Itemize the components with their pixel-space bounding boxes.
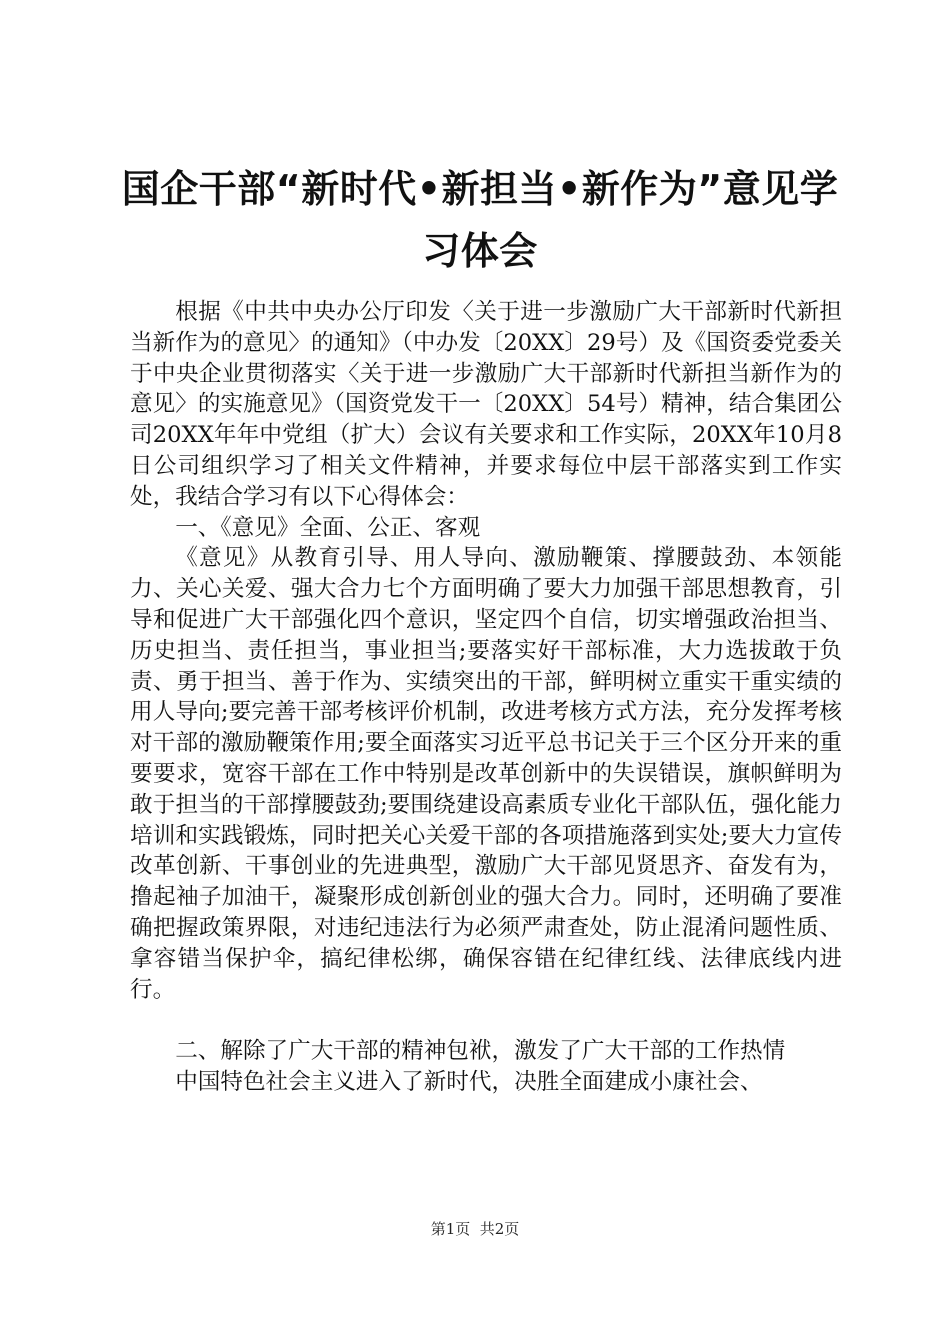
paragraph-section-2: 中国特色社会主义进入了新时代，决胜全面建成小康社会、 <box>175 1068 763 1095</box>
page-number: 第1页 共2页 <box>430 1220 520 1238</box>
page-footer <box>0 1218 950 1239</box>
paragraph-section-1: 《意见》从教育引导、用人导向、激励鞭策、撑腰鼓劲、本领能力、关心关爱、强大合力七个方面明确了要大力加强干部思想教育，引导和促进广大干部强化四个意识，坚定四个自信，切实增强政治担当、历史担当、责任担当，事业担当;要落实好干部标准，大力选拔敢于负责、勇于担当、善于作为、实绩突出的干部，鲜明树立重实干重实绩的用人导向;要完善干部考核评价机制，改进考核方式方法，充分发挥考核对干部的激励鞭策作用;要全面落实习近平总书记关于三个区分开来的重要要求，宽容干部在工作中特别是改革创新中的失误错误，旗帜鲜明为敢于担当的干部撑腰鼓劲;要围绕建设高素质专业化干部队伍，强化能力培训和实践锻炼，同时把关心关爱干部的各项措施落到实处;要大力宣传改革创新、干事创业的先进典型，激励广大干部见贤思齐、奋发有为，撸起袖子加油干，凝聚形成创新创业的强大合力。同时，还明确了要准确把握政策界限，对违纪违法行为必须严肃查处，防止混淆问题性质、拿容错当保护伞，搞纪律松绑，确保容错在纪律红线、法律底线内进行。 <box>130 545 842 1003</box>
paragraph-intro: 根据《中共中央办公厅印发〈关于进一步激励广大干部新时代新担当新作为的意见〉的通知》（中办发〔20XX〕29号）及《国资委党委关于中央企业贯彻落实〈关于进一步激励广大干部新时代新担当新作为的意见〉的实施意见》（国资党发干一〔20XX〕54号）精神，结合集团公司20XX年年中党组（扩大）会议有关要求和工作实际，20XX年10月8日公司组织学习了相关文件精神，并要求每位中层干部落实到工作实处，我结合学习有以下心得体会： <box>130 299 842 510</box>
section-heading-1: 一、《意见》全面、公正、客观 <box>175 514 481 541</box>
document-title: 国企干部“新时代•新担当•新作为”意见学习体会 <box>121 167 839 273</box>
document-body <box>130 297 842 1098</box>
section-heading-2: 二、解除了广大干部的精神包袱，激发了广大干部的工作热情 <box>175 1038 786 1065</box>
